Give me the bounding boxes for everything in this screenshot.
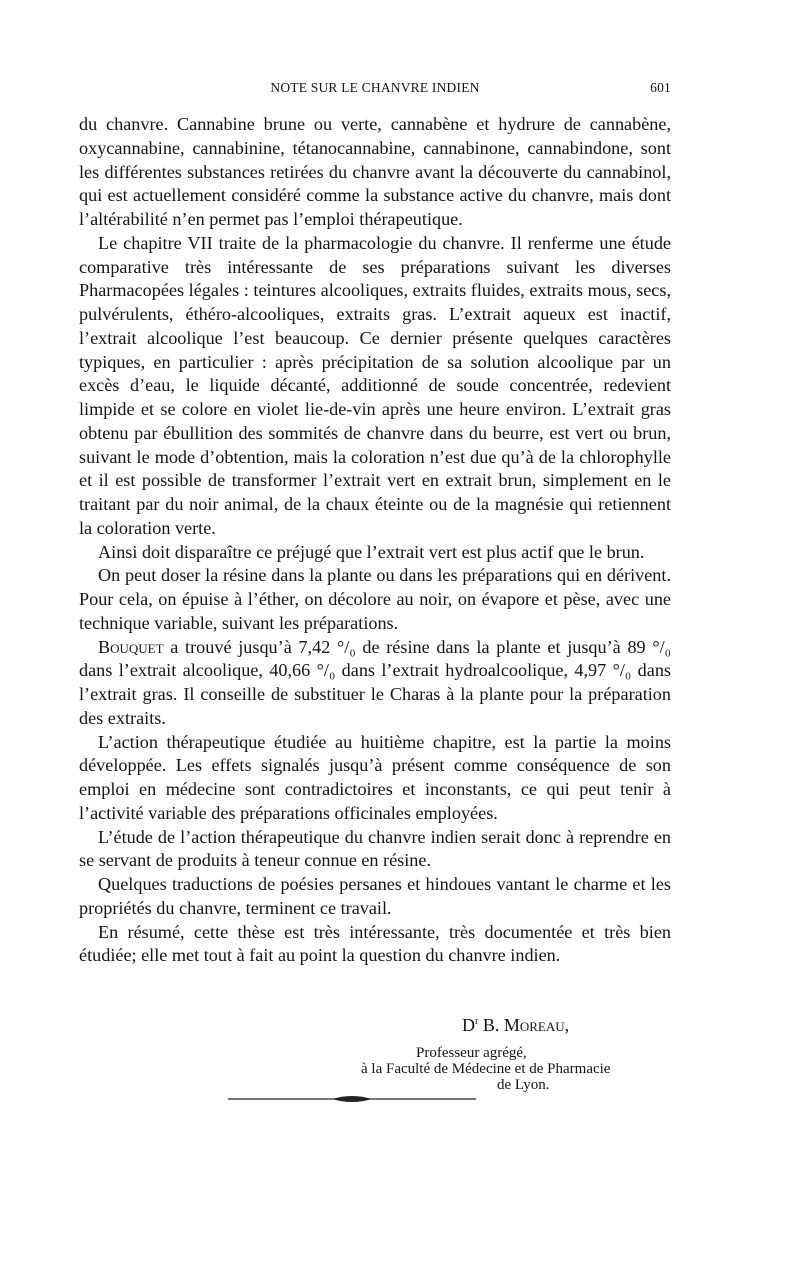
page-number: 601	[650, 80, 671, 95]
body-text	[79, 113, 671, 968]
paragraph-7: L’étude de l’action thérapeutique du chanvre indien serait donc à reprendre en se servant de produits à teneur connue en résine.	[79, 826, 671, 871]
signature-name	[462, 1015, 569, 1036]
running-head	[79, 80, 671, 100]
signature-title-sup: r	[475, 1016, 479, 1027]
author-name-bouquet: Bouquet	[98, 636, 164, 657]
paragraph-8: Quelques traductions de poésies persanes et hindoues vantant le charme et les propriétés du chanvre, terminent ce travail.	[79, 874, 671, 918]
signature-role-line-3: de Lyon.	[497, 1077, 550, 1093]
paragraph-6: L’action thérapeutique étudiée au huitième chapitre, est la partie la moins développée. Les effets signalés jusqu’à présent comme conséquence de son emploi en médecine sont contradictoires et inconstants, ce qui peut tenir à l’activité variable des préparations officinales employées.	[79, 731, 671, 823]
paragraph-5	[79, 636, 671, 731]
end-ornament-rule	[228, 1092, 476, 1106]
signature-title-prefix: D	[462, 1015, 475, 1035]
paragraph-1: du chanvre. Cannabine brune ou verte, cannabène et hydrure de cannabène, oxycannabine, cannabinine, tétanocannabine, cannabinone, cannabindone, sont les différentes substances retirées du chanvre avant la découverte du cannabinol, qui est actuellement considéré comme la substance active du chanvre, mais dont l’altérabilité n’en permet pas l’emploi thérapeutique.	[79, 114, 671, 229]
running-head-title: NOTE SUR LE CHANVRE INDIEN	[270, 80, 480, 95]
signature-role-line-1: Professeur agrégé,	[416, 1045, 527, 1061]
paragraph-5-text: a trouvé jusqu’à 7,42 °/₀ de résine dans la plante et jusqu’à 89 °/₀ dans l’extrait alcoolique, 40,66 °/₀ dans l’extrait hydroalcoolique, 4,97 °/₀ dans l’extrait gras. Il conseille de substituer le Charas à la plante pour la préparation des extraits.	[79, 636, 671, 728]
signature-role-line-2: à la Faculté de Médecine et de Pharmacie	[361, 1061, 611, 1077]
paragraph-4: On peut doser la résine dans la plante ou dans les préparations qui en dérivent. Pour cela, on épuise à l’éther, on décolore au noir, on évapore et pèse, avec une technique variable, suivant les préparations.	[79, 565, 671, 633]
paragraph-2: Le chapitre VII traite de la pharmacologie du chanvre. Il renferme une étude comparative très intéressante de ses préparations suivant les diverses Pharmacopées légales : teintures alcooliques, extraits fluides, extraits mous, secs, pulvérulents, éthéro-alcooliques, extraits gras. L’extrait aqueux est inactif, l’extrait alcoolique l’est beaucoup. Ce dernier présente quelques caractères typiques, en particulier : après précipitation de sa solution alcoolique par un excès d’eau, le liquide décanté, additionné de soude concentrée, redevient limpide et se colore en violet lie-de-vin après une heure environ. L’extrait gras obtenu par ébullition des sommités de chanvre dans du beurre, est vert ou brun, suivant le mode d’obtention, mais la coloration n’est due qu’à de la chlorophylle et il est possible de transformer l’extrait vert en extrait brun, simplement en le traitant par du noir animal, de la chaux éteinte ou de la magnésie qui retiennent la coloration verte.	[79, 232, 671, 538]
signature-initial: B.	[478, 1015, 504, 1035]
paragraph-9: En résumé, cette thèse est très intéressante, très documentée et très bien étudiée; elle met tout à fait au point la question du chanvre indien.	[79, 921, 671, 966]
signature-surname: Moreau,	[503, 1015, 570, 1035]
paragraph-3: Ainsi doit disparaître ce préjugé que l’extrait vert est plus actif que le brun.	[98, 541, 645, 562]
